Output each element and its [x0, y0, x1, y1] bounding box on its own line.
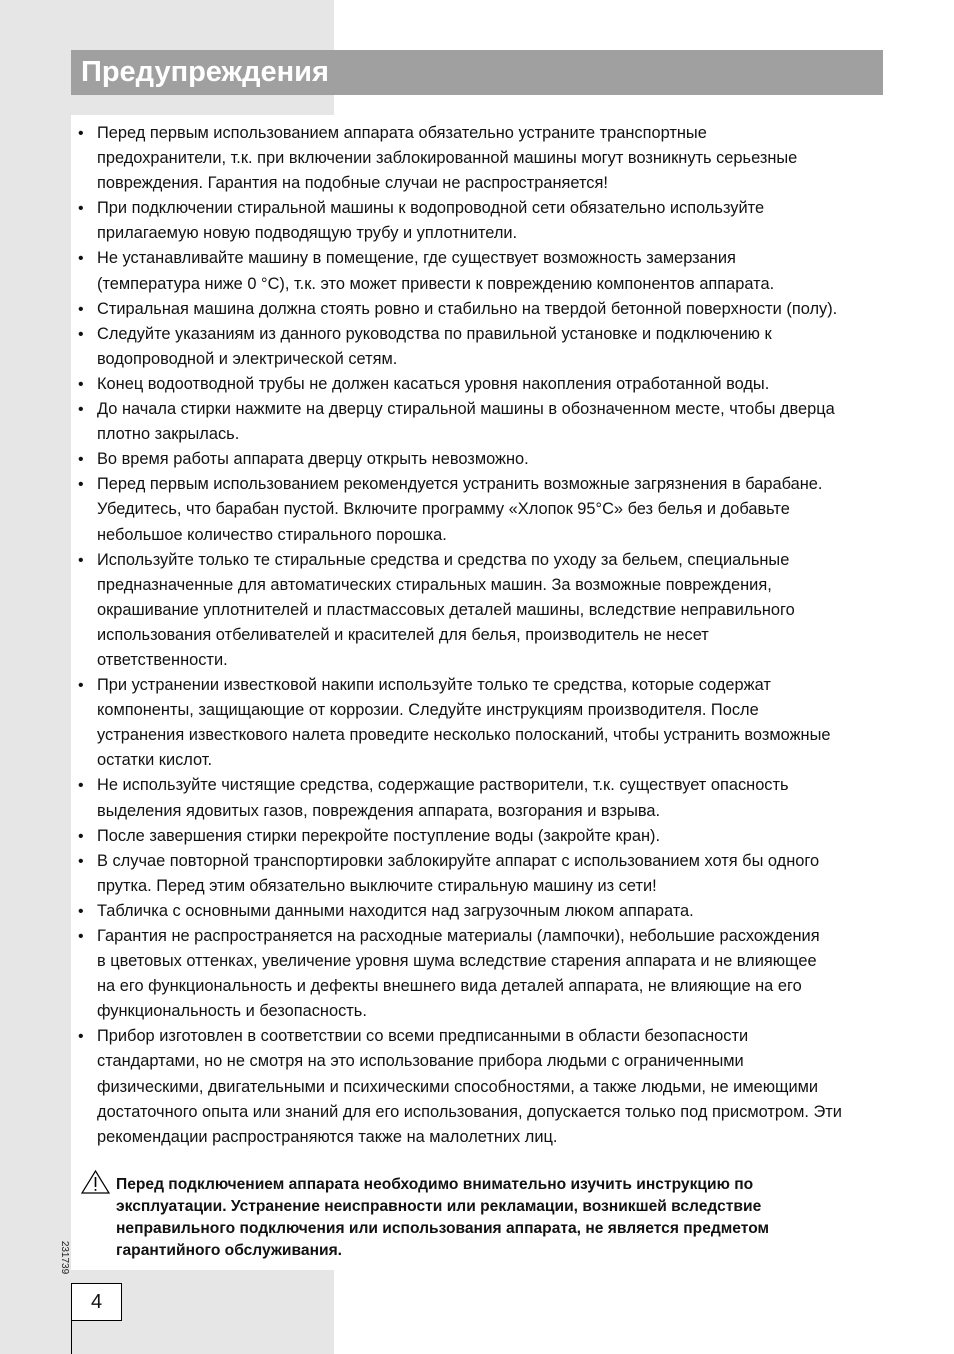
document-code: 231739: [59, 1240, 71, 1275]
list-item-line: повреждения. Гарантия на подобные случаи не распространяется!: [97, 174, 608, 193]
list-item-line: В случае повторной транспортировки заблокируйте аппарат с использованием хотя бы одного: [97, 851, 820, 870]
list-item: [78, 372, 918, 397]
list-item: [78, 322, 918, 372]
list-item-line: При устранении известковой накипи используйте только те средства, которые содержат: [97, 676, 771, 695]
list-item: [78, 1024, 918, 1149]
bullet: •: [78, 250, 84, 268]
list-item: [78, 849, 918, 899]
bullet: •: [78, 1028, 84, 1046]
bullet: •: [78, 677, 84, 695]
list-item: [78, 924, 918, 1024]
list-item: [78, 246, 918, 296]
list-item-line: При подключении стиральной машины к водопроводной сети обязательно используйте: [97, 199, 765, 218]
list-item-line: окрашивание уплотнителей и пластмассовых деталей машины, вследствие неправильного: [97, 600, 795, 619]
list-item: [78, 297, 918, 322]
list-item: [78, 773, 918, 823]
bullet: •: [78, 928, 84, 945]
list-item-line: Прибор изготовлен в соответствии со всеми предписанными в области безопасности: [97, 1027, 749, 1046]
list-item-line: Перед первым использованием аппарата обязательно устраните транспортные: [97, 124, 707, 142]
bullet: •: [78, 375, 84, 393]
list-item-line: предохранители, т.к. при включении заблокированной машины могут возникнуть серьезные: [97, 149, 798, 168]
list-item-line: Гарантия не распространяется на расходные материалы (лампочки), небольшие расхождения: [97, 927, 820, 945]
list-item-line: небольшое количество стирального порошка.: [97, 525, 447, 544]
list-item-line: функциональность и безопасность.: [97, 1002, 367, 1021]
list-item-line: Используйте только те стиральные средства и средства по уходу за бельем, специальные: [97, 550, 790, 569]
warning-line: эксплуатации. Устранение неисправности или рекламации, возникшей вследствие: [116, 1198, 762, 1215]
bullet: •: [78, 476, 84, 494]
list-item-line: на его функциональность и дефекты внешнего вида деталей аппарата, не влияющие на его: [97, 977, 802, 996]
list-item-line: рекомендации распространяются также на малолетних лиц.: [97, 1127, 558, 1146]
list-item-line: После завершения стирки перекройте поступление воды (закройте кран).: [97, 826, 661, 845]
list-item: [78, 472, 918, 547]
warning-text: [116, 1174, 769, 1262]
list-item-line: использования отбеливателей и красителей для белья, производитель не несет: [97, 625, 709, 644]
list-item-line: Перед первым использованием рекомендуется устранить возможные загрязнения в барабане.: [97, 475, 823, 494]
list-item-line: устранения известкового налета проведите несколько полосканий, чтобы устранить возможные: [97, 726, 831, 745]
bullet: •: [78, 451, 84, 469]
bullet: •: [78, 852, 84, 870]
list-item-line: плотно закрылась.: [97, 425, 240, 444]
bullet: •: [78, 777, 84, 795]
warning-line: гарантийного обслуживания.: [116, 1242, 343, 1259]
bullet: •: [78, 827, 84, 845]
bullet: •: [78, 300, 84, 318]
list-item: [78, 196, 918, 246]
list-item: [78, 673, 918, 773]
list-item-line: Во время работы аппарата дверцу открыть невозможно.: [97, 450, 529, 469]
list-item: [78, 548, 918, 673]
bullet: •: [78, 200, 84, 218]
list-item-line: в цветовых оттенках, увеличение уровня шума вследствие старения аппарата и не влияющее: [97, 952, 817, 971]
list-item: [78, 397, 918, 447]
page-number: 4: [71, 1283, 122, 1321]
list-item-line: выделения ядовитых газов, повреждения аппарата, возгорания и взрыва.: [97, 801, 661, 820]
list-item-line: Стиральная машина должна стоять ровно и стабильно на твердой бетонной поверхности (полу).: [97, 299, 838, 318]
list-item-line: До начала стирки нажмите на дверцу стиральной машины в обозначенном месте, чтобы дверца: [97, 400, 835, 419]
bullet: •: [78, 551, 84, 569]
list-item: [78, 447, 918, 472]
list-item: [78, 899, 918, 924]
list-item-line: стандартами, но не смотря на это использование прибора людьми с ограниченными: [97, 1052, 744, 1071]
list-item-line: Следуйте указаниям из данного руководства по правильной установке и подключению к: [97, 324, 772, 343]
list-item-line: предназначенные для автоматических стиральных машин. За возможные повреждения,: [97, 575, 772, 594]
list-item-line: Табличка с основными данными находится над загрузочным люком аппарата.: [97, 901, 694, 920]
list-item-line: Не устанавливайте машину в помещение, где существует возможность замерзания: [97, 249, 736, 268]
list-item-line: Конец водоотводной трубы не должен касаться уровня накопления отработанной воды.: [97, 374, 770, 393]
side-band: [0, 0, 71, 1354]
section-header: [71, 50, 883, 95]
warning-line: Перед подключением аппарата необходимо внимательно изучить инструкцию по: [116, 1176, 754, 1193]
list-item-line: достаточного опыта или знаний для его использования, допускается только под присмотром. Эти: [97, 1102, 842, 1121]
list-item-line: (температура ниже 0 °С), т.к. это может привести к повреждению компонентов аппарата.: [97, 274, 775, 293]
warnings-list: [78, 121, 918, 1150]
bullet: •: [78, 325, 84, 343]
list-item-line: прутка. Перед этим обязательно выключите стиральную машину из сети!: [97, 876, 657, 895]
list-item-line: водопроводной и электрической сетям.: [97, 349, 398, 368]
list-item-line: остатки кислот.: [97, 751, 213, 770]
warning-triangle-icon: [81, 1170, 110, 1194]
list-item: [78, 121, 918, 196]
page-title: Предупреждения: [81, 56, 329, 88]
list-item-line: ответственности.: [97, 650, 228, 669]
list-item-line: прилагаемую новую подводящую трубу и уплотнители.: [97, 224, 518, 243]
list-item-line: Убедитесь, что барабан пустой. Включите программу «Хлопок 95°С» без белья и добавьте: [97, 500, 790, 519]
list-item: [78, 824, 918, 849]
warning-line: неправильного подключения или использования аппарата, не является предметом: [116, 1220, 770, 1237]
list-item-line: Не используйте чистящие средства, содержащие растворители, т.к. существует опасность: [97, 776, 789, 795]
bullet: •: [78, 902, 84, 920]
bullet: •: [78, 401, 84, 419]
list-item-line: физическими, двигательными и психическими способностями, а также людьми, не имеющими: [97, 1077, 819, 1096]
list-item-line: компоненты, защищающие от коррозии. Следуйте инструкциям производителя. После: [97, 701, 759, 720]
bullet: •: [78, 125, 84, 142]
